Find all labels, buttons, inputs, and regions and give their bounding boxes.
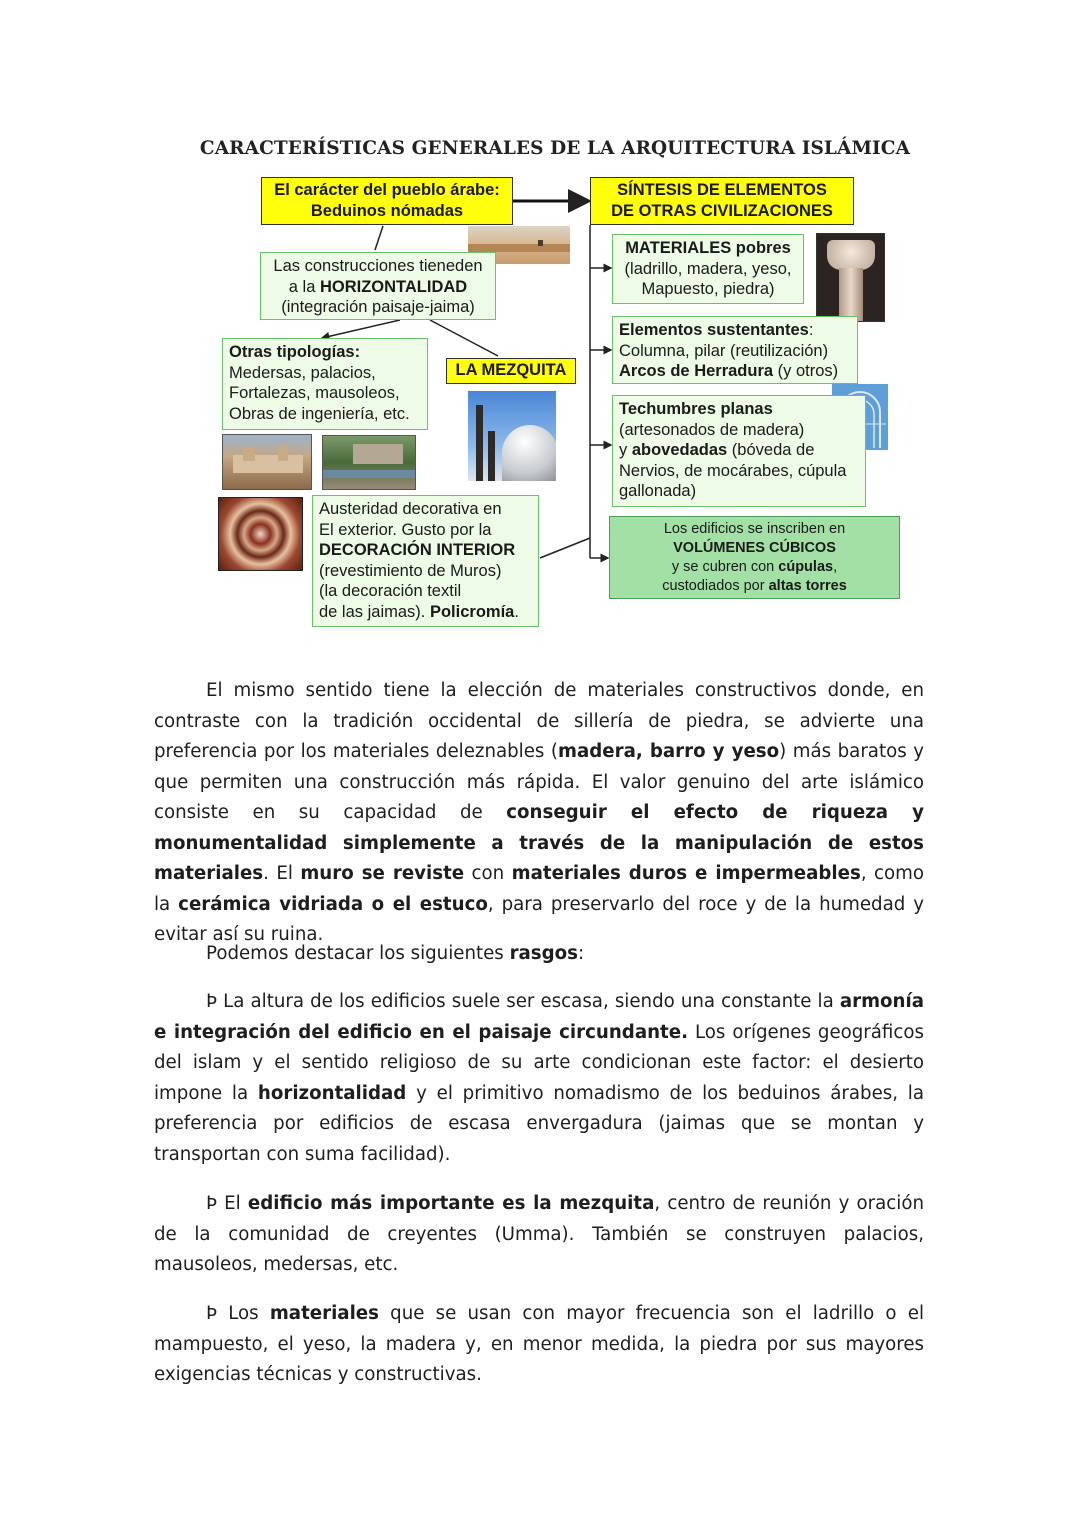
bullet-glyph: Þ (206, 1303, 218, 1324)
column-capital-photo (816, 233, 885, 322)
caracter-box: El carácter del pueblo árabe: Beduinos nómadas (261, 177, 513, 225)
paragraph-altura: Þ La altura de los edificios suele ser escasa, siendo una constante la armonía e integración del edificio en el paisaje circundante. Los orígenes geográficos del islam y el sentido religioso de su arte condicionan este factor: el desierto impone la horizontalidad y el primitivo nomadismo de los beduinos árabes, la preferencia por edificios de escasa envergadura (jaimas que se montan y transportan con suma facilidad). (154, 991, 924, 1165)
muqarnas-dome-photo (218, 497, 303, 571)
sustentantes-box: Elementos sustentantes: Columna, pilar (reutilización) Arcos de Herradura (y otros) (612, 316, 858, 384)
bullet-glyph: Þ (206, 991, 218, 1012)
diagram-connectors (0, 0, 1080, 700)
techumbres-box: Techumbres planas (artesonados de madera) y abovedadas (bóveda de Nervios, de mocárabes, cúpula gallonada) (612, 395, 866, 507)
otras-tipologias-box: Otras tipologías: Medersas, palacios, Fortalezas, mausoleos, Obras de ingeniería, etc. (222, 338, 428, 430)
materiales-box: MATERIALES pobres (ladrillo, madera, yeso, Mapuesto, piedra) (612, 234, 804, 304)
volumenes-box: Los edificios se inscriben en VOLÚMENES CÚBICOS y se cubren con cúpulas, custodiados por altas torres (609, 516, 900, 599)
paragraph-rasgos-intro: Podemos destacar los siguientes rasgos: (206, 943, 585, 964)
construcciones-box: Las construcciones tieneden a la HORIZONTALIDAD (integración paisaje-jaima) (260, 252, 496, 320)
austeridad-box: Austeridad decorativa en El exterior. Gusto por la DECORACIÓN INTERIOR (revestimiento de Muros) (la decoración textil de las jaimas). Policromía. (312, 495, 539, 627)
paragraph-materiales: El mismo sentido tiene la elección de materiales constructivos donde, en contraste con la tradición occidental de sillería de piedra, se advierte una preferencia por los materiales deleznables (madera, barro y yeso) más baratos y que permiten una construcción más rápida. El valor genuino del arte islámico consiste en su capacidad de conseguir el efecto de riqueza y monumentalidad simplemente a través de la manipulación de estos materiales. El muro se reviste con materiales duros e impermeables, como la cerámica vidriada o el estuco, para preservarlo del roce y de la humedad y evitar así su ruina. (154, 680, 925, 945)
page-title: CARACTERÍSTICAS GENERALES DE LA ARQUITECTURA ISLÁMICA (199, 138, 911, 159)
bullet-glyph: Þ (206, 1193, 218, 1214)
paragraph-mezquita: Þ El edificio más importante es la mezquita, centro de reunión y oración de la comunidad de creyentes (Umma). También se construyen palacios, mausoleos, medersas, etc. (154, 1193, 924, 1275)
fortress-photo (222, 434, 312, 490)
mezquita-box: LA MEZQUITA (446, 358, 576, 384)
sintesis-box: SÍNTESIS DE ELEMENTOS DE OTRAS CIVILIZACIONES (590, 177, 854, 225)
paragraph-materiales-uso: Þ Los materiales que se usan con mayor frecuencia son el ladrillo o el mampuesto, el yeso, la madera y, en menor medida, la piedra por sus mayores exigencias técnicas y constructivas. (154, 1303, 924, 1385)
mosque-dome-photo (468, 391, 556, 481)
garden-palace-photo (322, 435, 416, 490)
